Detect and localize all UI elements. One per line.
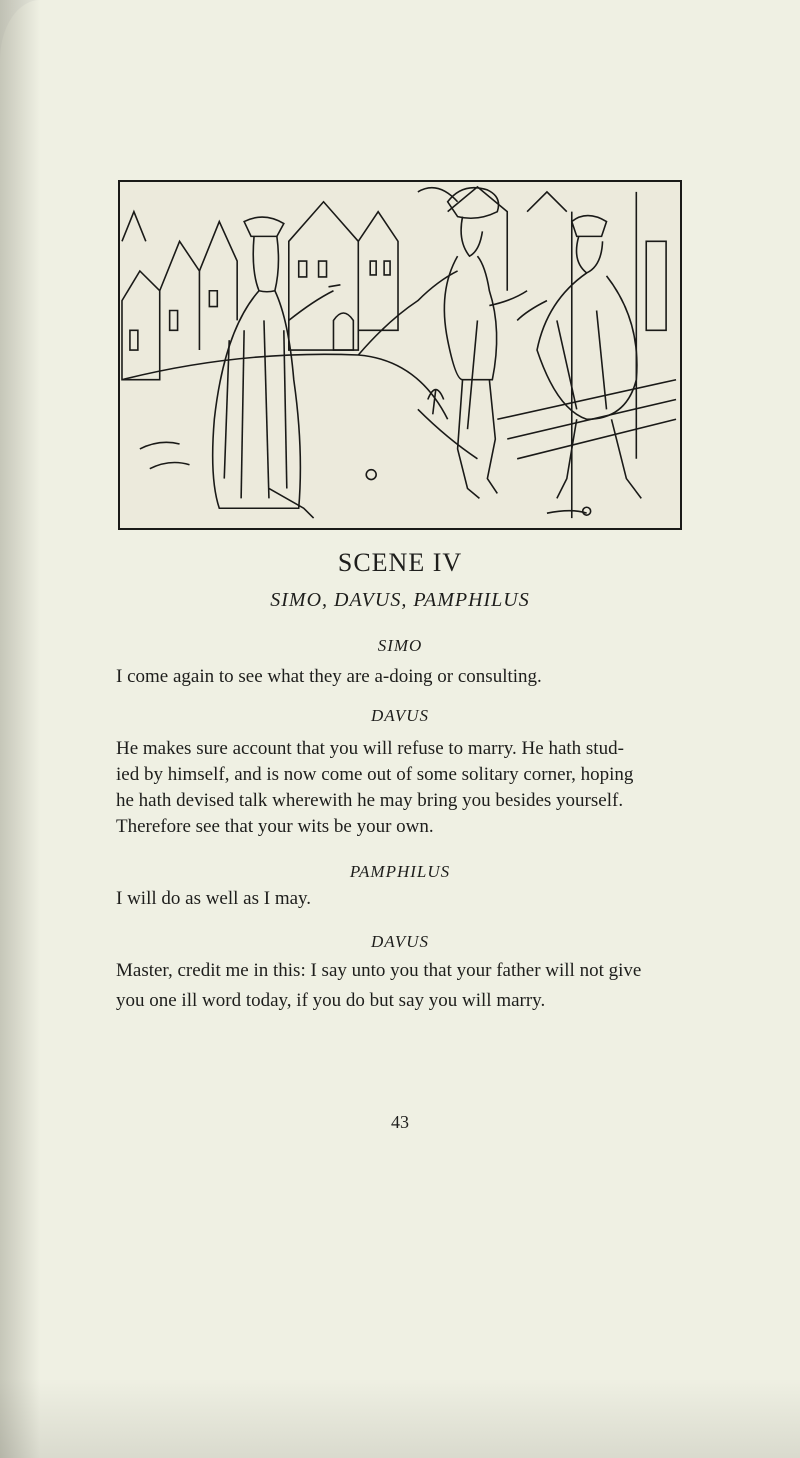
woodcut-drawing xyxy=(120,182,680,528)
speaker-name: DAVUS xyxy=(371,706,429,725)
speaker-name: SIMO xyxy=(377,636,423,655)
page-bottom-edge xyxy=(0,1378,800,1458)
speaker-name: DAVUS xyxy=(371,932,429,951)
dialogue-line: I come again to see what they are a-doing or consulting. xyxy=(116,666,542,687)
scene-title: SCENE IV xyxy=(337,548,463,577)
dialogue-line: you one ill word today, if you do but say you will marry. xyxy=(116,990,546,1011)
dialogue-line: Master, credit me in this: I say unto you that your father will not give xyxy=(116,960,642,981)
speaker-name: PAMPHILUS xyxy=(349,862,451,881)
page-number: 43 xyxy=(391,1112,409,1132)
dialogue-line: He makes sure account that you will refuse to marry. He hath stud- xyxy=(116,738,624,759)
spine-shadow xyxy=(0,0,40,1458)
woodcut-illustration xyxy=(118,180,682,530)
dialogue-line: I will do as well as I may. xyxy=(116,888,312,909)
dialogue-line: ied by himself, and is now come out of some solitary corner, hoping xyxy=(116,764,634,785)
dialogue-line: Therefore see that your wits be your own. xyxy=(116,816,434,837)
scene-characters: SIMO, DAVUS, PAMPHILUS xyxy=(270,589,530,611)
dialogue-line: he hath devised talk wherewith he may bring you besides yourself. xyxy=(116,790,624,811)
